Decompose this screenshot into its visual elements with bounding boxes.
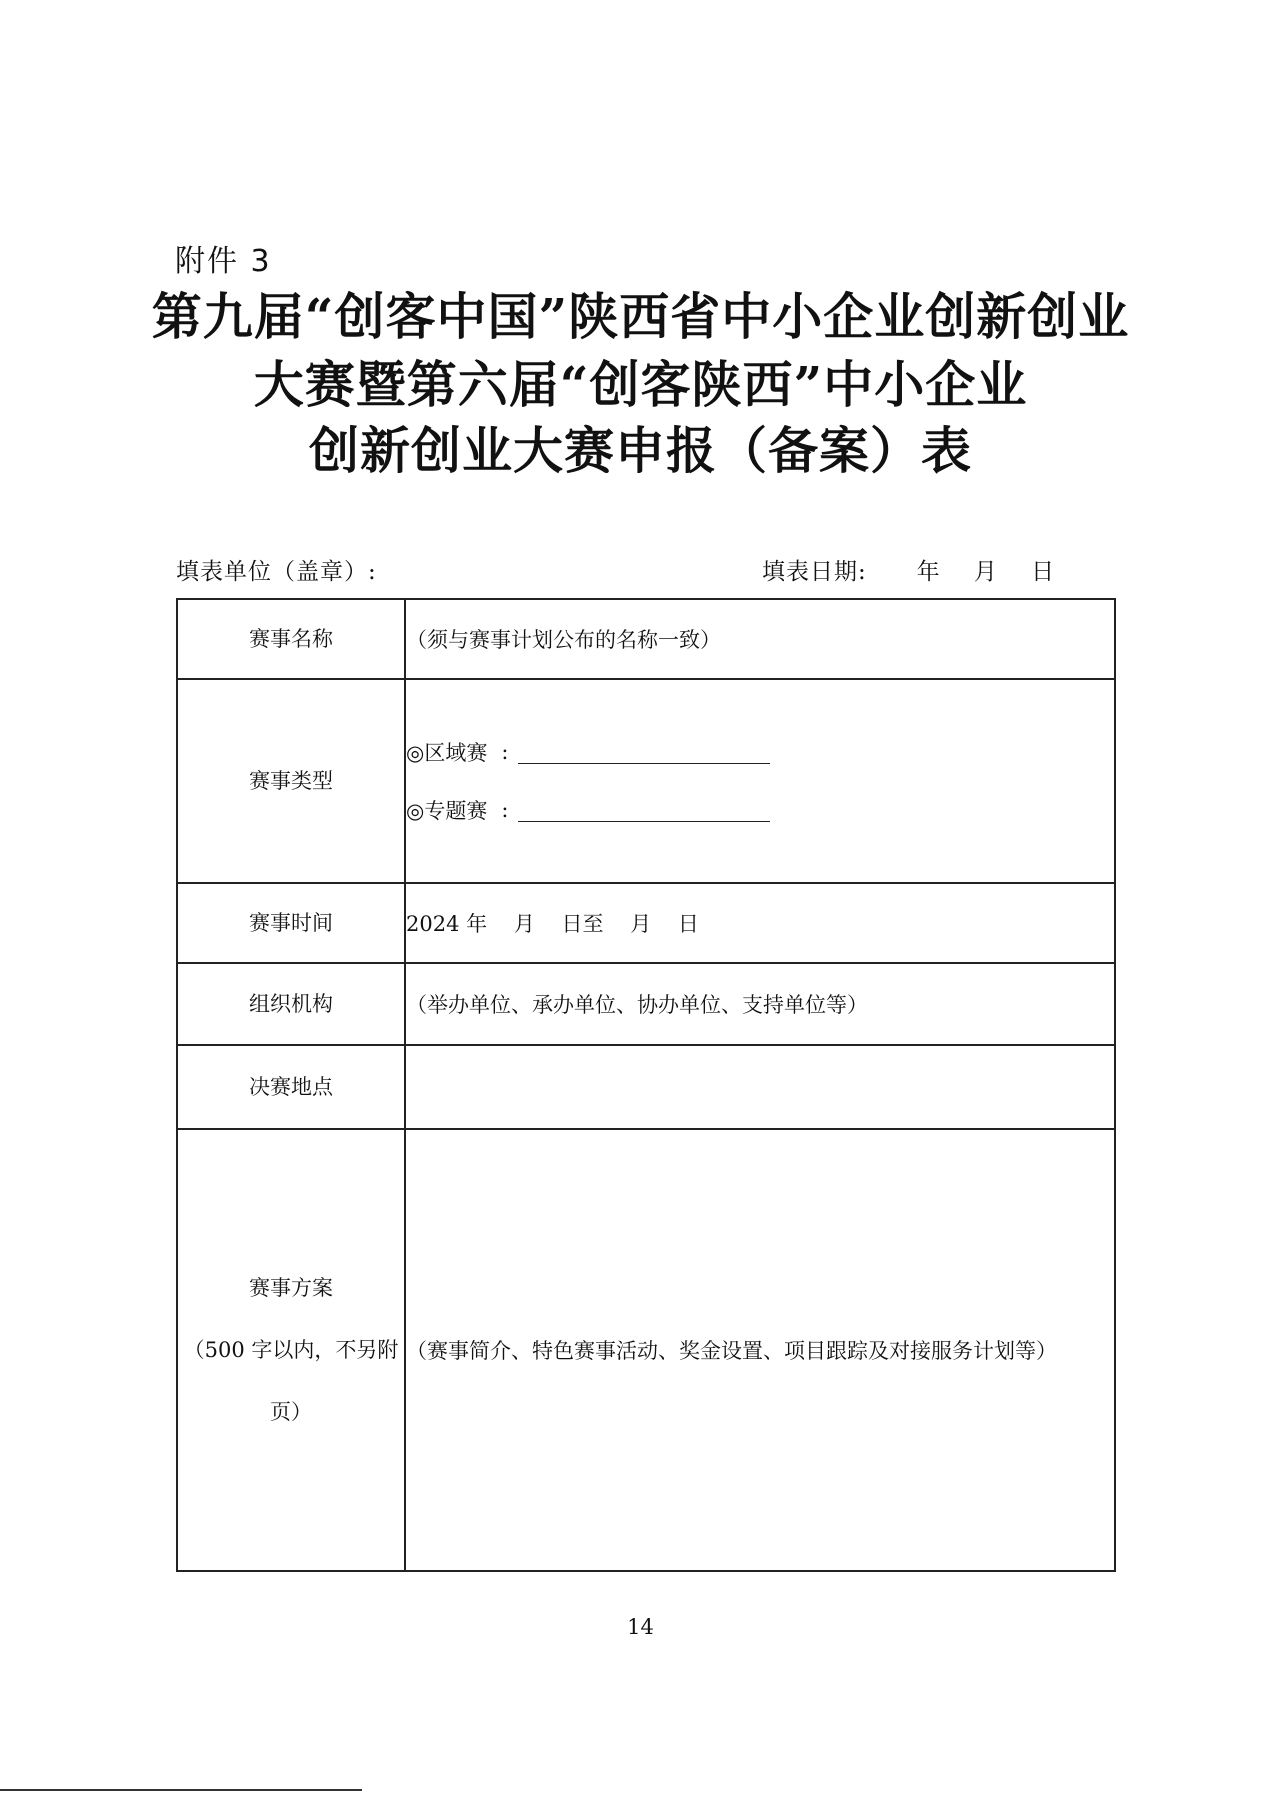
- thematic-event-option: [406, 793, 1114, 827]
- event-name-hint: （须与赛事计划公布的名称一致）: [406, 628, 721, 652]
- final-venue-field[interactable]: [405, 1045, 1115, 1129]
- title-line-1: 第九届“创客中国”陕西省中小企业创新创业: [151, 287, 1130, 346]
- event-plan-hint: （赛事简介、特色赛事活动、奖金设置、项目跟踪及对接服务计划等）: [406, 1339, 1057, 1363]
- thematic-event-label: ◎专题赛: [406, 799, 488, 823]
- regional-event-blank[interactable]: [518, 741, 770, 764]
- title-line-2: 大赛暨第六届“创客陕西”中小企业: [253, 355, 1028, 414]
- event-plan-label-line-1: 赛事方案: [249, 1276, 333, 1300]
- event-type-label: 赛事类型: [177, 679, 405, 883]
- title-line-3: 创新创业大赛申报（备案）表: [309, 421, 972, 480]
- event-plan-label-line-2: （500 字以内，不另附: [183, 1338, 399, 1362]
- regional-event-colon: :: [501, 740, 509, 764]
- table-row: [177, 963, 1115, 1045]
- page-number: 14: [627, 1615, 654, 1639]
- table-row: [177, 1129, 1115, 1571]
- fill-date-label: 填表日期: 年 月 日: [762, 559, 1056, 585]
- event-time-field[interactable]: [405, 883, 1115, 963]
- table-row: [177, 599, 1115, 679]
- table-row: [177, 1045, 1115, 1129]
- event-name-field[interactable]: [405, 599, 1115, 679]
- event-plan-field[interactable]: [405, 1129, 1115, 1571]
- event-plan-label-line-3: 页）: [270, 1400, 312, 1424]
- organizer-field[interactable]: [405, 963, 1115, 1045]
- organizer-hint: （举办单位、承办单位、协办单位、支持单位等）: [406, 993, 868, 1017]
- event-plan-label: [177, 1129, 405, 1571]
- final-venue-label: 决赛地点: [177, 1045, 405, 1129]
- scan-edge-line: [0, 1789, 362, 1791]
- event-type-field: [405, 679, 1115, 883]
- thematic-event-colon: :: [501, 798, 509, 822]
- table-row: [177, 679, 1115, 883]
- event-name-label: 赛事名称: [177, 599, 405, 679]
- event-time-label: 赛事时间: [177, 883, 405, 963]
- event-time-value: 2024 年 月 日至 月 日: [406, 912, 699, 936]
- thematic-event-blank[interactable]: [518, 799, 770, 822]
- regional-event-label: ◎区域赛: [406, 741, 488, 765]
- regional-event-option: [406, 735, 1114, 769]
- fill-unit-label: 填表单位（盖章）:: [176, 559, 377, 585]
- organizer-label: 组织机构: [177, 963, 405, 1045]
- attachment-label: 附件 3: [175, 244, 272, 279]
- application-form-table: [176, 598, 1116, 1572]
- table-row: [177, 883, 1115, 963]
